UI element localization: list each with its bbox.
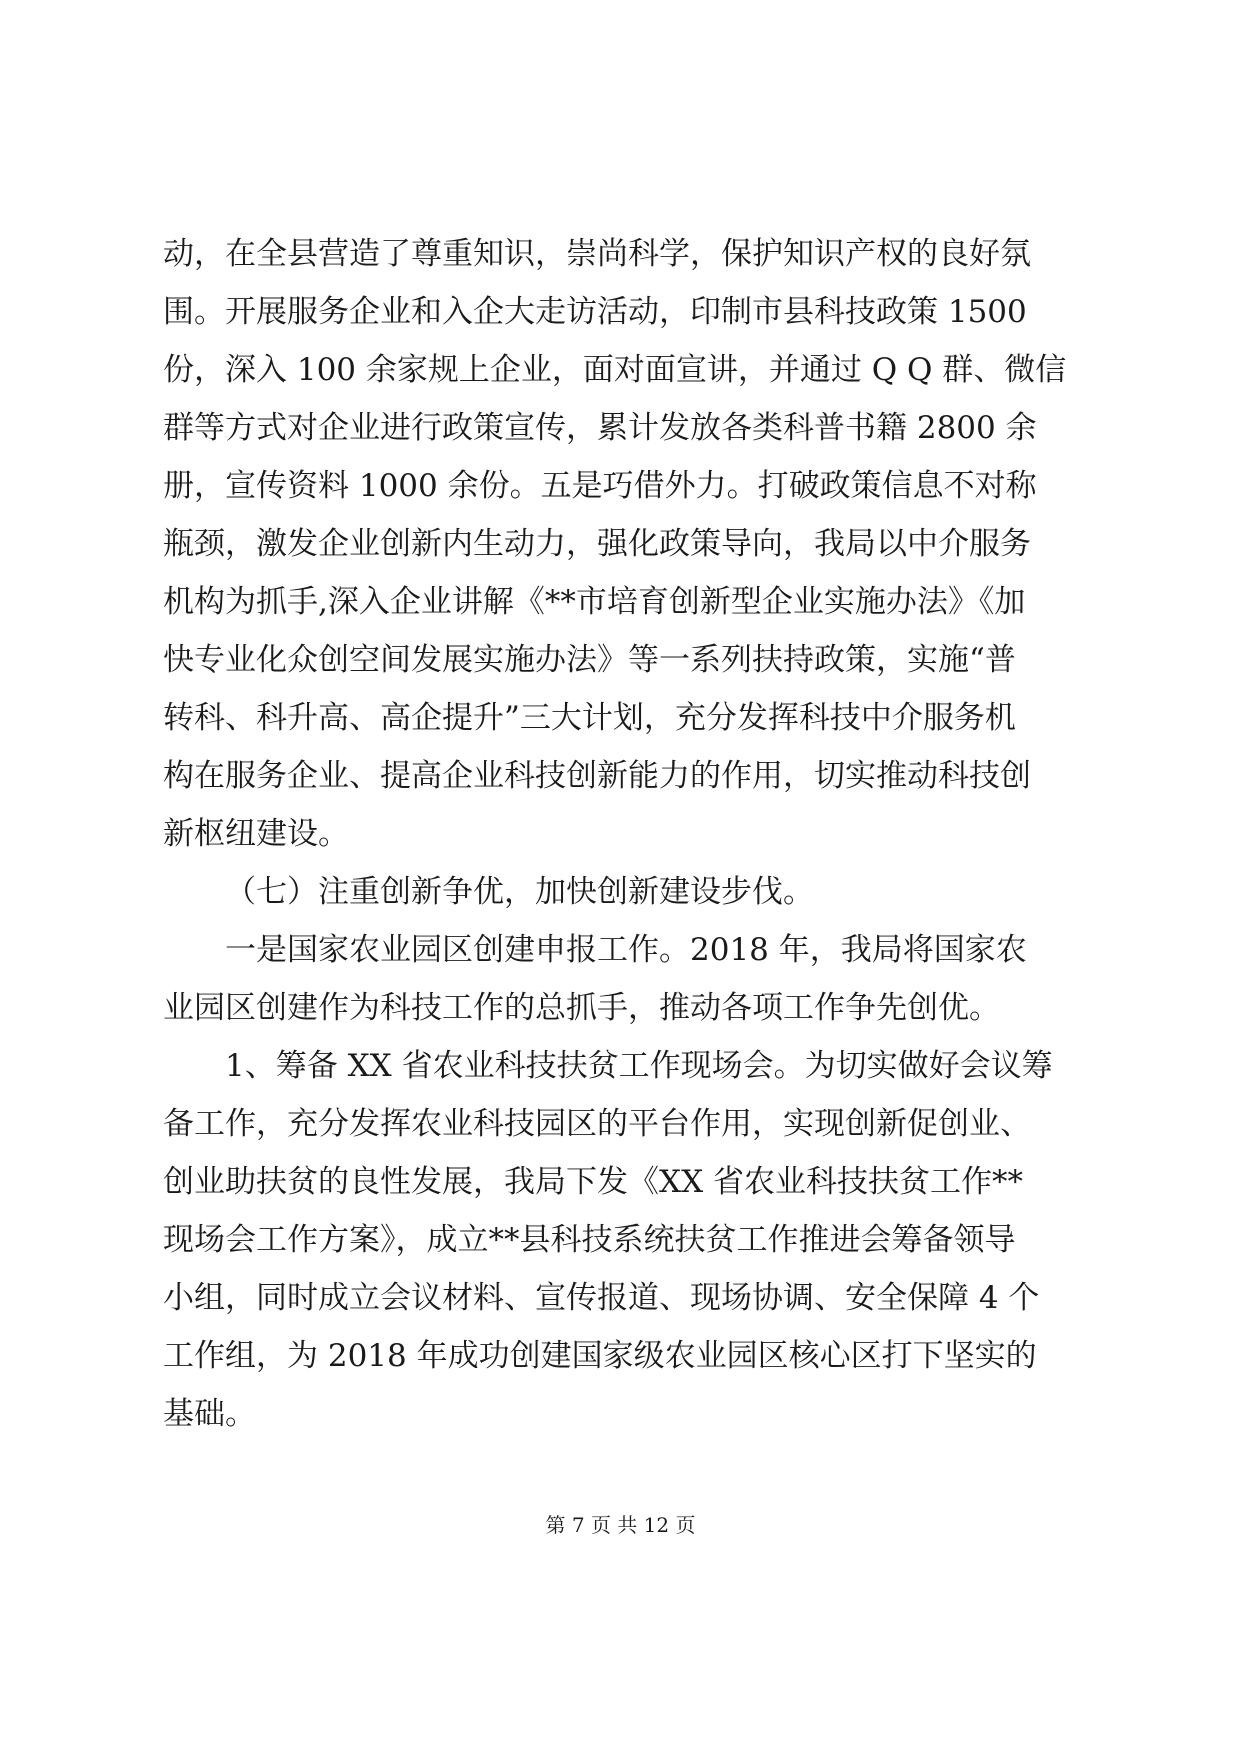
text-line: 新枢纽建设。: [163, 816, 349, 852]
text-line: 创业助扶贫的良性发展，我局下发《XX 省农业科技扶贫工作**: [163, 1164, 1023, 1200]
text-line: 构在服务企业、提高企业科技创新能力的作用，切实推动科技创: [163, 758, 1031, 794]
text-line: 1、筹备 XX 省农业科技扶贫工作现场会。为切实做好会议筹: [225, 1048, 1053, 1084]
text-line: 小组，同时成立会议材料、宣传报道、现场协调、安全保障 4 个: [163, 1280, 1040, 1316]
text-line: 转科、科升高、高企提升”三大计划，充分发挥科技中介服务机: [163, 700, 1016, 736]
text-line: 业园区创建作为科技工作的总抓手，推动各项工作争先创优。: [163, 990, 1000, 1026]
section-heading: （七）注重创新争优，加快创新建设步伐。: [225, 874, 814, 910]
text-line: 份，深入 100 余家规上企业，面对面宣讲，并通过 Q Q 群、微信: [163, 352, 1067, 388]
text-line: 瓶颈，激发企业创新内生动力，强化政策导向，我局以中介服务: [163, 526, 1031, 562]
text-line: 备工作，充分发挥农业科技园区的平台作用，实现创新促创业、: [163, 1106, 1031, 1142]
text-line: 群等方式对企业进行政策宣传，累计发放各类科普书籍 2800 余: [163, 410, 1037, 446]
page-number-footer: 第 7 页 共 12 页: [545, 1513, 696, 1537]
text-line: 机构为抓手,深入企业讲解《**市培育创新型企业实施办法》《加: [163, 584, 1026, 620]
text-line: 工作组，为 2018 年成功创建国家级农业园区核心区打下坚实的: [163, 1338, 1037, 1374]
text-line: 册，宣传资料 1000 余份。五是巧借外力。打破政策信息不对称: [163, 468, 1037, 504]
text-line: 快专业化众创空间发展实施办法》等一系列扶持政策，实施“普: [163, 642, 1016, 678]
text-line: 围。开展服务企业和入企大走访活动，印制市县科技政策 1500: [163, 294, 1027, 330]
text-line: 动，在全县营造了尊重知识，崇尚科学，保护知识产权的良好氛: [163, 236, 1031, 272]
text-line: 一是国家农业园区创建申报工作。2018 年，我局将国家农: [225, 932, 1027, 968]
text-line: 基础。: [163, 1396, 256, 1432]
text-line: 现场会工作方案》，成立**县科技系统扶贫工作推进会筹备领导: [163, 1222, 1016, 1258]
